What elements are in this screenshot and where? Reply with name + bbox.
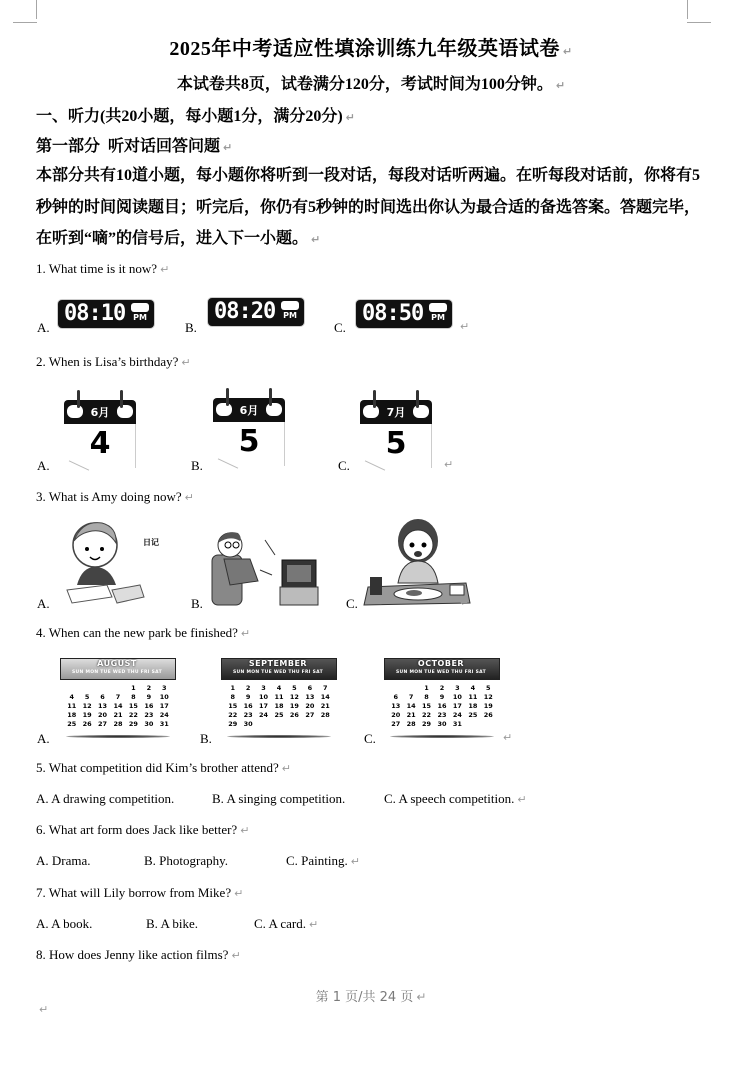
paragraph-mark: ↵	[234, 887, 244, 900]
paragraph-mark: ↵	[460, 596, 470, 609]
day-cell: 25	[67, 720, 77, 728]
question-2	[36, 354, 191, 370]
day-cell: 31	[452, 720, 462, 728]
calendar-day: 4	[89, 426, 111, 461]
paragraph-mark: ↵	[240, 627, 251, 640]
day-cell: 17	[452, 702, 462, 710]
document-title	[0, 32, 742, 61]
day-cell: 29	[228, 720, 238, 728]
paragraph-mark: ↵	[350, 855, 360, 868]
day-cell: 28	[320, 711, 330, 719]
day-cell: 1	[424, 684, 429, 692]
day-cell: 9	[439, 693, 445, 701]
question-text: 1. What time is it now?	[36, 261, 158, 276]
day-cell: 20	[391, 711, 401, 719]
option-letter: A.	[37, 458, 50, 473]
day-cell: 3	[455, 684, 460, 692]
option-letter: C.	[346, 596, 358, 611]
calendar-shadow	[227, 735, 331, 738]
day-cell: 25	[468, 711, 478, 719]
clock-digits: 08:50	[362, 301, 424, 326]
day-cell: 26	[289, 711, 299, 719]
day-cell: 26	[483, 711, 493, 719]
day-cell: 21	[406, 711, 416, 719]
day-cell: 23	[144, 711, 154, 719]
day-cell: 15	[128, 702, 138, 710]
day-cell: 8	[230, 693, 235, 701]
day-cell: 20	[305, 702, 315, 710]
month-name: OCTOBER	[417, 659, 465, 668]
option-letter: B.	[191, 596, 203, 611]
paragraph-mark: ↵	[517, 793, 527, 806]
question-6-options	[36, 853, 360, 869]
month-calendar-option-c	[384, 658, 500, 738]
clock-option-b	[208, 298, 304, 326]
day-cell: 2	[146, 684, 152, 692]
day-cell: 18	[468, 702, 478, 710]
empty-day-cell	[79, 684, 94, 692]
page-curl	[218, 458, 238, 468]
day-cell: 31	[159, 720, 169, 728]
calendar-option-b	[213, 388, 285, 468]
pm-label: PM	[133, 313, 147, 322]
day-cell: 5	[84, 693, 90, 701]
girl-eating-meal-picture	[362, 515, 474, 607]
paragraph-mark: ↵	[240, 824, 250, 837]
paragraph-mark: ↵	[444, 458, 454, 471]
day-cell: 11	[67, 702, 77, 710]
day-cell: 12	[483, 693, 493, 701]
day-cell: 13	[98, 702, 108, 710]
option-c[interactable]: C. A card.	[254, 916, 306, 931]
day-cell: 4	[276, 684, 282, 692]
calendar-day: 5	[385, 426, 407, 461]
empty-day-cell	[403, 684, 418, 692]
paragraph-mark: ↵	[39, 1003, 49, 1016]
calendar-option-a	[64, 390, 136, 470]
question-8	[36, 947, 241, 963]
day-cell: 4	[470, 684, 476, 692]
day-cell: 27	[305, 711, 315, 719]
day-cell: 4	[69, 693, 74, 701]
day-cell: 7	[115, 693, 121, 701]
page-edge	[431, 424, 432, 468]
empty-day-cell	[388, 684, 403, 692]
question-5-options	[36, 791, 527, 807]
option-b[interactable]: B. A bike.	[146, 916, 199, 931]
margin-mark-top-left-horizontal	[13, 22, 37, 23]
day-cell: 15	[228, 702, 238, 710]
instructions	[36, 160, 704, 256]
document-subtitle-text: 本试卷共8页，试卷满分120分，考试时间为100分钟。	[176, 76, 553, 93]
tv-display	[287, 565, 311, 582]
day-cell: 7	[323, 684, 328, 692]
paragraph-mark: ↵	[416, 990, 427, 1004]
ampm-indicator	[130, 303, 150, 322]
calendar-shadow	[390, 735, 494, 738]
page-edge	[284, 422, 285, 466]
day-cell: 27	[98, 720, 108, 728]
day-cell: 25	[274, 711, 284, 719]
day-cell: 23	[243, 711, 253, 719]
day-cell: 9	[146, 693, 152, 701]
option-b[interactable]: B. Photography.	[144, 853, 229, 868]
day-cell: 26	[82, 720, 92, 728]
shirt	[77, 567, 116, 585]
question-5	[36, 760, 291, 776]
day-cell: 15	[422, 702, 432, 710]
weekday-labels: SUN MON TUE WED THU FRI SAT	[72, 670, 162, 675]
weekday-labels: SUN MON TUE WED THU FRI SAT	[233, 670, 323, 675]
day-cell: 22	[422, 711, 432, 719]
instructions-text: 本部分共有10道小题，每小题你将听到一段对话，每段对话听两遍。在听每段对话前，你将有5秒钟的时间阅读题目；听完后，你仍有5秒钟的时间选出你认为最合适的备选答案。答题完毕，在听到“嘀”的信号后，进入下一小题。	[36, 167, 701, 247]
indicator-light	[131, 303, 149, 312]
day-cell: 14	[320, 693, 330, 701]
day-cell: 12	[82, 702, 92, 710]
empty-day-cell	[64, 684, 79, 692]
indicator-light	[429, 303, 447, 312]
day-cell: 30	[144, 720, 154, 728]
paragraph-mark: ↵	[345, 111, 355, 124]
day-grid	[64, 684, 172, 728]
body	[398, 561, 438, 583]
question-6	[36, 822, 249, 838]
option-c[interactable]: C. A speech competition.	[384, 791, 515, 806]
day-cell: 11	[468, 693, 478, 701]
empty-day-cell	[110, 684, 125, 692]
question-text: 4. When can the new park be finished?	[36, 625, 238, 640]
page-edge	[135, 424, 136, 468]
clock-option-c	[356, 300, 452, 328]
calendar-month: 6月	[239, 404, 259, 417]
day-cell: 28	[113, 720, 123, 728]
question-3	[36, 489, 194, 505]
paragraph-mark: ↵	[309, 918, 319, 931]
question-text: 6. What art form does Jack like better?	[36, 822, 238, 837]
day-cell: 19	[289, 702, 299, 710]
margin-mark-top-right-horizontal	[687, 22, 711, 23]
option-letter: C.	[334, 320, 346, 335]
diary-label: 日记	[143, 538, 159, 547]
day-cell: 20	[98, 711, 108, 719]
mouth	[414, 551, 422, 557]
paragraph-mark: ↵	[160, 263, 170, 276]
day-cell: 18	[67, 711, 77, 719]
margin-mark-top-right-vertical	[687, 0, 688, 19]
question-text: 5. What competition did Kim’s brother attend?	[36, 760, 279, 775]
pm-label: PM	[431, 313, 445, 322]
day-cell: 14	[113, 702, 123, 710]
option-letter: B.	[200, 731, 212, 746]
option-letter: B.	[185, 320, 197, 335]
day-cell: 12	[289, 693, 299, 701]
body	[224, 559, 258, 585]
option-letter: C.	[338, 458, 350, 473]
day-cell: 22	[228, 711, 238, 719]
option-letter: A.	[37, 320, 50, 335]
day-grid	[225, 684, 333, 728]
calendar-shadow	[66, 735, 170, 738]
calendar-month: 6月	[90, 406, 110, 419]
margin-mark-top-left-vertical	[36, 0, 37, 19]
calendar-day: 5	[238, 424, 260, 459]
day-cell: 16	[437, 702, 447, 710]
paragraph-mark: ↵	[555, 79, 566, 92]
option-a[interactable]: A. A drawing competition.	[36, 791, 175, 806]
empty-day-cell	[95, 684, 110, 692]
day-cell: 8	[131, 693, 136, 701]
day-cell: 29	[422, 720, 432, 728]
day-cell: 19	[82, 711, 92, 719]
paragraph-mark: ↵	[281, 762, 291, 775]
day-cell: 3	[162, 684, 167, 692]
bowl	[450, 585, 464, 595]
paragraph-mark: ↵	[311, 233, 321, 246]
paragraph-mark: ↵	[184, 491, 194, 504]
day-cell: 3	[261, 684, 266, 692]
option-letter: C.	[364, 731, 376, 746]
option-letter: B.	[191, 458, 203, 473]
day-cell: 7	[408, 693, 414, 701]
document-title-text: 2025年中考适应性填涂训练九年级英语试卷	[169, 38, 560, 60]
month-name: SEPTEMBER	[248, 659, 308, 668]
page-footer	[0, 986, 742, 1005]
part-heading	[36, 133, 232, 156]
eye	[100, 547, 104, 551]
book	[112, 585, 144, 603]
day-cell: 17	[259, 702, 269, 710]
paragraph-mark: ↵	[223, 141, 233, 154]
day-cell: 30	[243, 720, 253, 728]
month-calendar-option-a	[60, 658, 176, 738]
clock-digits: 08:20	[214, 299, 276, 324]
day-cell: 30	[437, 720, 447, 728]
motion-lines	[260, 540, 275, 575]
eye	[410, 543, 415, 548]
day-cell: 24	[159, 711, 169, 719]
day-cell: 9	[245, 693, 251, 701]
ampm-indicator	[428, 303, 448, 322]
page-number: 第 1 页/共 24 页	[315, 990, 414, 1005]
day-cell: 6	[100, 693, 105, 701]
option-b[interactable]: B. A singing competition.	[212, 791, 346, 806]
paragraph-mark: ↵	[460, 320, 470, 333]
option-a[interactable]: A. Drama.	[36, 853, 91, 868]
day-cell: 19	[483, 702, 493, 710]
option-letter: A.	[37, 731, 50, 746]
day-grid	[388, 684, 496, 728]
notebook	[67, 585, 112, 603]
weekday-labels: SUN MON TUE WED THU FRI SAT	[396, 670, 486, 675]
ampm-indicator	[280, 301, 300, 320]
clock-digits: 08:10	[64, 301, 126, 326]
day-cell: 10	[159, 693, 169, 701]
day-cell: 24	[259, 711, 269, 719]
day-cell: 2	[439, 684, 445, 692]
day-cell: 6	[393, 693, 398, 701]
girl-watching-tv-picture	[210, 525, 325, 610]
question-text: 2. When is Lisa’s birthday?	[36, 354, 179, 369]
day-cell: 5	[486, 684, 491, 692]
pm-label: PM	[283, 311, 297, 320]
day-cell: 17	[159, 702, 169, 710]
day-cell: 16	[243, 702, 253, 710]
day-cell: 24	[452, 711, 462, 719]
calendar-month: 7月	[386, 406, 406, 419]
document-subtitle	[0, 71, 742, 94]
month-calendar-option-b	[221, 658, 337, 738]
question-4	[36, 625, 250, 641]
day-cell: 1	[230, 684, 235, 692]
eye	[85, 547, 89, 551]
calendar-option-c	[360, 390, 432, 470]
question-1	[36, 261, 169, 277]
day-cell: 5	[292, 684, 297, 692]
clock-option-a	[58, 300, 154, 328]
day-cell: 10	[259, 693, 269, 701]
question-text: 8. How does Jenny like action films?	[36, 947, 229, 962]
paragraph-mark: ↵	[181, 356, 191, 369]
day-cell: 13	[391, 702, 401, 710]
food	[406, 590, 422, 596]
page-curl	[69, 460, 89, 470]
page-curl	[365, 460, 385, 470]
day-cell: 21	[320, 702, 330, 710]
girl-writing-diary-picture	[62, 515, 162, 610]
question-text: 3. What is Amy doing now?	[36, 489, 182, 504]
tv-stand	[280, 587, 318, 605]
paragraph-mark: ↵	[503, 731, 513, 744]
option-a[interactable]: A. A book.	[36, 916, 93, 931]
day-cell: 27	[391, 720, 401, 728]
day-cell: 29	[128, 720, 138, 728]
question-7	[36, 885, 243, 901]
day-cell: 11	[274, 693, 284, 701]
day-cell: 6	[307, 684, 313, 692]
eye	[422, 543, 427, 548]
day-cell: 18	[274, 702, 284, 710]
section-heading-text: 一、听力(共20小题，每小题1分，满分20分)	[36, 108, 343, 125]
day-cell: 22	[128, 711, 138, 719]
day-cell: 16	[144, 702, 154, 710]
month-name: AUGUST	[97, 659, 137, 668]
section-heading	[36, 103, 355, 126]
part-heading-text: 第一部分 听对话回答问题	[36, 138, 221, 155]
paragraph-mark: ↵	[231, 949, 241, 962]
paragraph-mark: ↵	[562, 45, 573, 58]
day-cell: 28	[406, 720, 416, 728]
day-cell: 2	[245, 684, 251, 692]
question-7-options	[36, 916, 318, 932]
day-cell: 10	[452, 693, 462, 701]
day-cell: 23	[437, 711, 447, 719]
day-cell: 1	[131, 684, 136, 692]
day-cell: 14	[406, 702, 416, 710]
option-c[interactable]: C. Painting.	[286, 853, 348, 868]
indicator-light	[281, 301, 299, 310]
day-cell: 13	[305, 693, 315, 701]
day-cell: 21	[113, 711, 123, 719]
option-letter: A.	[37, 596, 50, 611]
cup	[370, 577, 382, 595]
day-cell: 8	[424, 693, 429, 701]
question-text: 7. What will Lily borrow from Mike?	[36, 885, 232, 900]
